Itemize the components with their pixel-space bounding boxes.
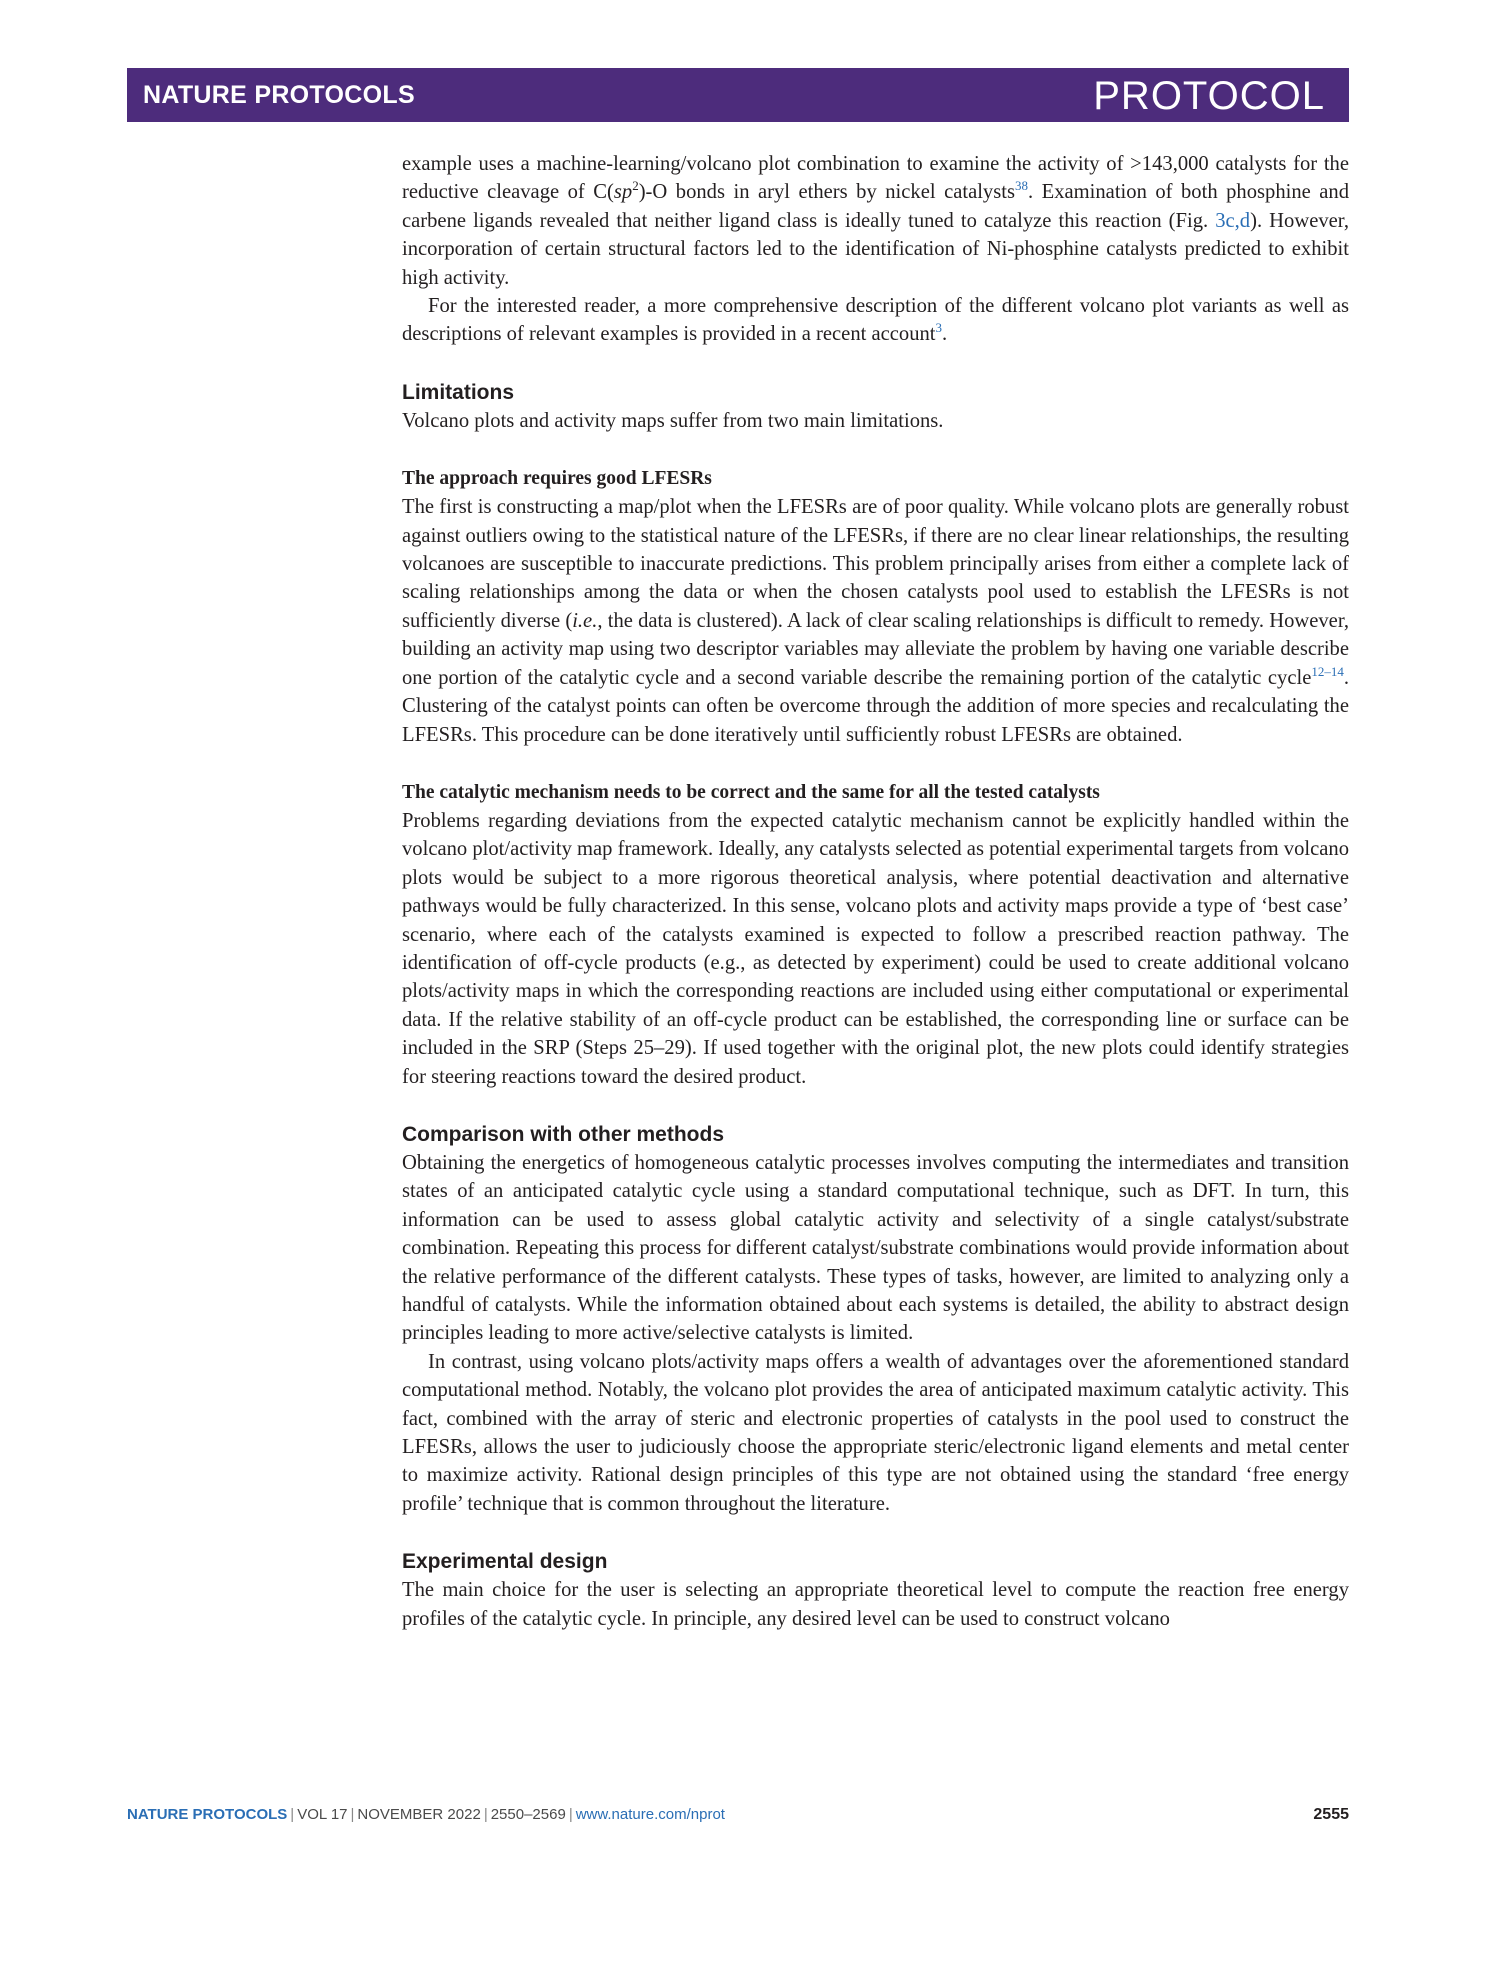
article-body [402,150,1349,1633]
paragraph: example uses a machine-learning/volcano plot combination to examine the activity of >143,000 catalysts for the reductive cleavage of $C(sp^2)-O$ bonds in aryl ethers by nickel catalysts$^{38}$. Examination of both phosphine and carbene ligands revealed that neither ligand class is ideally tuned to catalyze this reaction (Fig. 3c,d). However, incorporation of certain structural factors led to the identification of Ni-phosphine catalysts predicted to exhibit high activity. [402,153,1350,289]
paragraph: Problems regarding deviations from the expected catalytic mechanism cannot be explicitly handled within the volcano plot/activity map framework. Ideally, any catalysts selected as potential experimental targets from volcano plots would be subject to a more rigorous theoretical analysis, where potential deactivation and alternative pathways would be fully characterized. In this sense, volcano plots and activity maps provide a type of ‘best case’ scenario, where each of the catalysts examined is expected to follow a prescribed reaction pathway. The identification of off-cycle products (e.g., as detected by experiment) could be used to create additional volcano plots/activity maps in which the corresponding reactions are included using either computational or experimental data. If the relative stability of an off-cycle product can be established, the corresponding line or surface can be included in the SRP (Steps 25–29). If used together with the original plot, the new plots could identify strategies for steering reactions toward the desired product. [402,809,1349,1088]
figure-link[interactable]: 3c,d [1215,209,1251,232]
footer-url-link[interactable]: www.nature.com/nprot [575,1806,725,1823]
citation-link[interactable]: 12–14 [1311,663,1344,679]
paragraph: The first is constructing a map/plot when the LFESRs are of poor quality. While volcano plots are generally robust against outliers owing to the statistical nature of the LFESRs, if there are no clear linear relationships, the resulting volcanoes are susceptible to inaccurate predictions. This problem principally arises from either a complete lack of scaling relationships among the data or when the chosen catalysts pool used to establish the LFESRs is not sufficiently diverse (i.e., the data is clustered). A lack of clear scaling relationships is difficult to remedy. However, building an activity map using two descriptor variables may alleviate the problem by having one variable describe one portion of the catalytic cycle and a second variable describe the remaining portion of the catalytic cycle$^{12-14}$. Clustering of the catalyst points can often be overcome through the addition of more species and recalculating the LFESRs. This procedure can be done iteratively until sufficiently robust LFESRs are obtained. [402,496,1349,746]
section-heading-experimental-design: Experimental design [402,1550,608,1574]
page-number: 2555 [1313,1806,1349,1823]
paragraph: Volcano plots and activity maps suffer from two main limitations. [402,409,944,432]
footer-volume: VOL 17 [297,1806,348,1823]
section-heading-comparison: Comparison with other methods [402,1122,725,1146]
citation-link[interactable]: 3 [935,320,943,336]
paragraph: Obtaining the energetics of homogeneous catalytic processes involves computing the intermediates and transition states of an anticipated catalytic cycle using a standard computational technique, such as DFT. In turn, this information can be used to assess global catalytic activity and selectivity of a single catalyst/substrate combination. Repeating this process for different catalyst/substrate combinations would provide information about the relative performance of the different catalysts. These types of tasks, however, are limited to analyzing only a handful of catalysts. While the information obtained about each systems is detailed, the ability to abstract design principles leading to more active/selective catalysts is limited. [402,1151,1349,1345]
journal-name: NATURE PROTOCOLS [143,81,415,109]
subsection-heading: The catalytic mechanism needs to be correct and the same for all the tested catalysts [402,781,1100,803]
paragraph: The main choice for the user is selecting an appropriate theoretical level to compute the reaction free energy profiles of the catalytic cycle. In principle, any desired level can be used to construct volcano [402,1579,1349,1630]
citation-link[interactable]: 38 [1014,178,1028,194]
subsection-heading: The approach requires good LFESRs [402,468,712,490]
footer-pages: 2550–2569 [490,1806,566,1823]
journal-banner [127,68,1349,122]
page-footer: NATURE PROTOCOLS | VOL 17 | NOVEMBER 2022 | 2550–2569 | www.nature.com/nprot 2555 [127,1806,1349,1823]
footer-journal: NATURE PROTOCOLS [127,1806,288,1823]
paragraph: In contrast, using volcano plots/activity maps offers a wealth of advantages over the aforementioned standard computational method. Notably, the volcano plot provides the area of anticipated maximum catalytic activity. This fact, combined with the array of steric and electronic properties of catalysts in the pool used to construct the LFESRs, allows the user to judiciously choose the appropriate steric/electronic ligand elements and metal center to maximize activity. Rational design principles of this type are not obtained using the standard ‘free energy profile’ technique that is common throughout the literature. [402,1350,1349,1515]
footer-date: NOVEMBER 2022 [357,1806,481,1823]
section-heading-limitations: Limitations [402,380,515,404]
paragraph: For the interested reader, a more comprehensive description of the different volcano plot variants as well as descriptions of relevant examples is provided in a recent account$^3$. [402,295,1349,346]
article-type: PROTOCOL [1093,74,1325,118]
